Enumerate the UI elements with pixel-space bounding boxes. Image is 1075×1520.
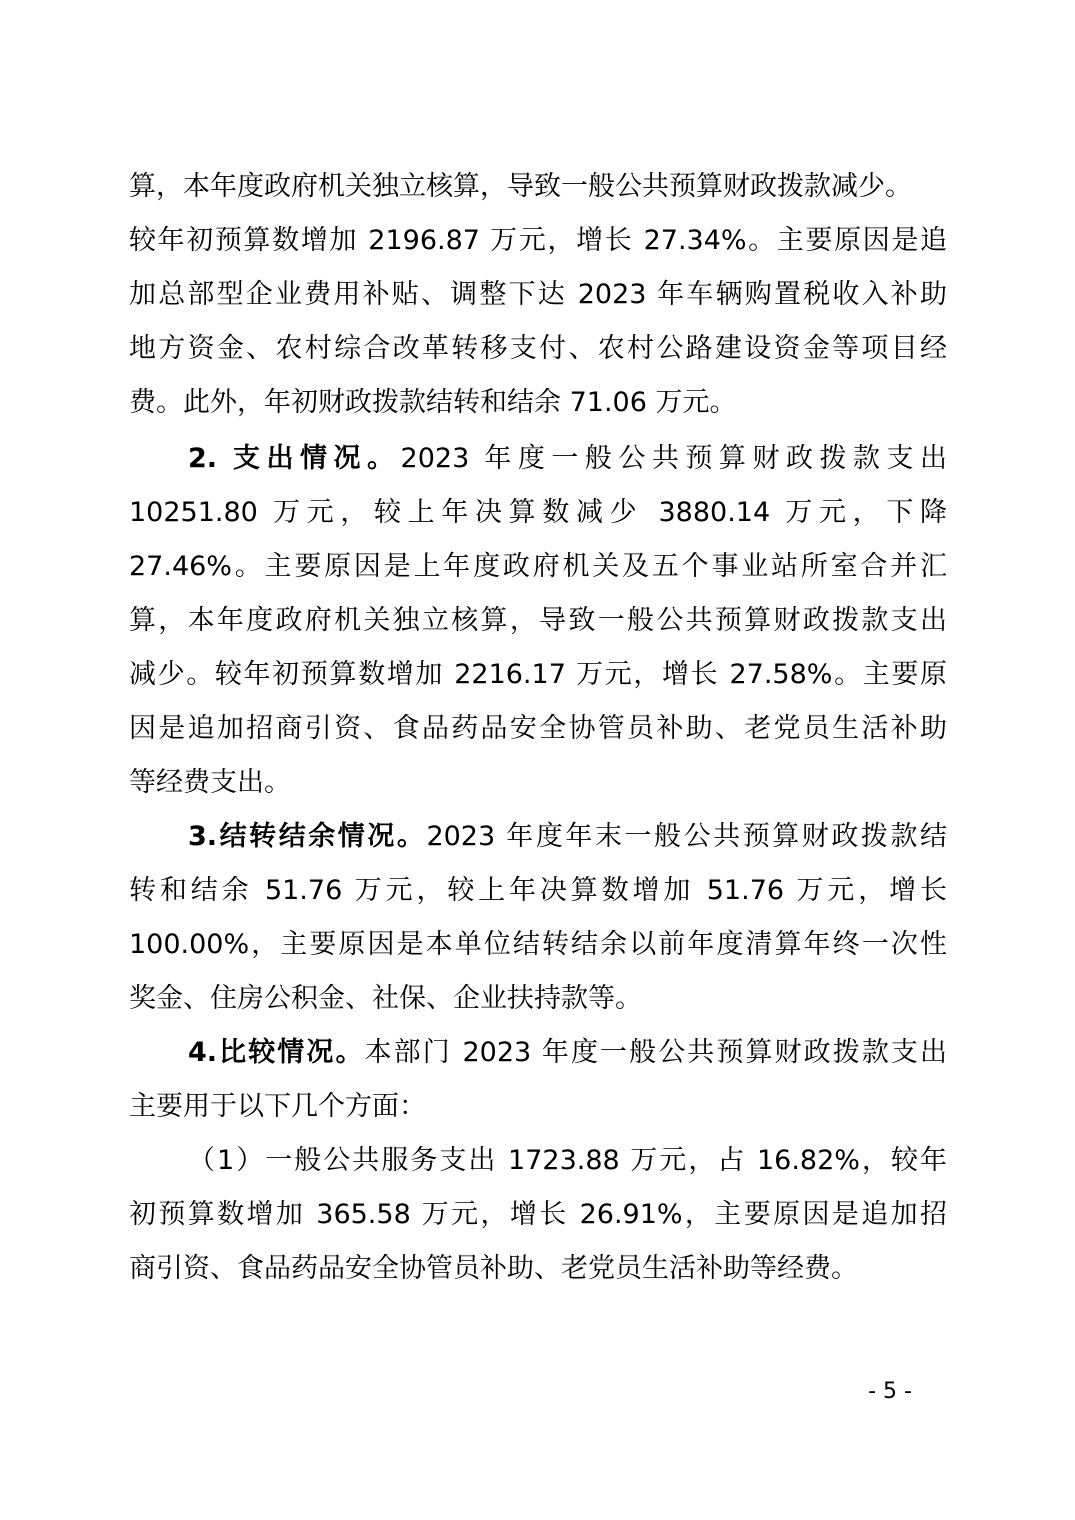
text-line: 10251.80 万元，较上年决算数减少 3880.14 万元，下降	[129, 497, 947, 528]
text-line: 奖金、住房公积金、社保、企业扶持款等。	[129, 983, 642, 1014]
expenditure-heading: 2. 支出情况。	[188, 443, 401, 474]
carryover-paragraph-first-line	[188, 810, 947, 864]
text-line: 100.00%，主要原因是本单位结转结余以前年度清算年终一次性	[129, 929, 947, 960]
carryover-heading: 3.结转结余情况。	[188, 821, 427, 852]
text-line: 商引资、食品药品安全协管员补助、老党员生活补助等经费。	[129, 1253, 858, 1284]
expenditure-paragraph-first-line	[188, 432, 947, 486]
text-line: 初预算数增加 365.58 万元，增长 26.91%，主要原因是追加招	[129, 1199, 947, 1230]
text-segment: 2023 年度一般公共预算财政拨款支出	[400, 443, 947, 474]
text-line: 因是追加招商引资、食品药品安全协管员补助、老党员生活补助	[129, 713, 947, 744]
text-line: 费。此外，年初财政拨款结转和结余 71.06 万元。	[129, 387, 737, 418]
item-1-first-line: （1）一般公共服务支出 1723.88 万元，占 16.82%，较年	[188, 1145, 947, 1176]
comparison-paragraph-first-line	[188, 1026, 947, 1080]
text-line: 较年初预算数增加 2196.87 万元，增长 27.34%。主要原因是追	[129, 225, 947, 256]
text-line: 减少。较年初预算数增加 2216.17 万元，增长 27.58%。主要原	[129, 659, 947, 690]
comparison-heading: 4.比较情况。	[188, 1037, 365, 1068]
text-line: 算，本年度政府机关独立核算，导致一般公共预算财政拨款减少。	[129, 171, 912, 202]
text-line: 转和结余 51.76 万元，较上年决算数增加 51.76 万元，增长	[129, 875, 947, 906]
text-line: 主要用于以下几个方面：	[129, 1091, 426, 1122]
text-line: 27.46%。主要原因是上年度政府机关及五个事业站所室合并汇	[129, 551, 947, 582]
text-line: 等经费支出。	[129, 767, 291, 798]
text-line: 算，本年度政府机关独立核算，导致一般公共预算财政拨款支出	[129, 605, 947, 636]
text-line: 加总部型企业费用补贴、调整下达 2023 年车辆购置税收入补助	[129, 279, 947, 310]
text-line: 地方资金、农村综合改革转移支付、农村公路建设资金等项目经	[129, 333, 947, 364]
page-number: - 5 -	[868, 1379, 912, 1404]
text-segment: 2023 年度年末一般公共预算财政拨款结	[426, 821, 947, 852]
text-segment: 本部门 2023 年度一般公共预算财政拨款支出	[364, 1037, 947, 1068]
